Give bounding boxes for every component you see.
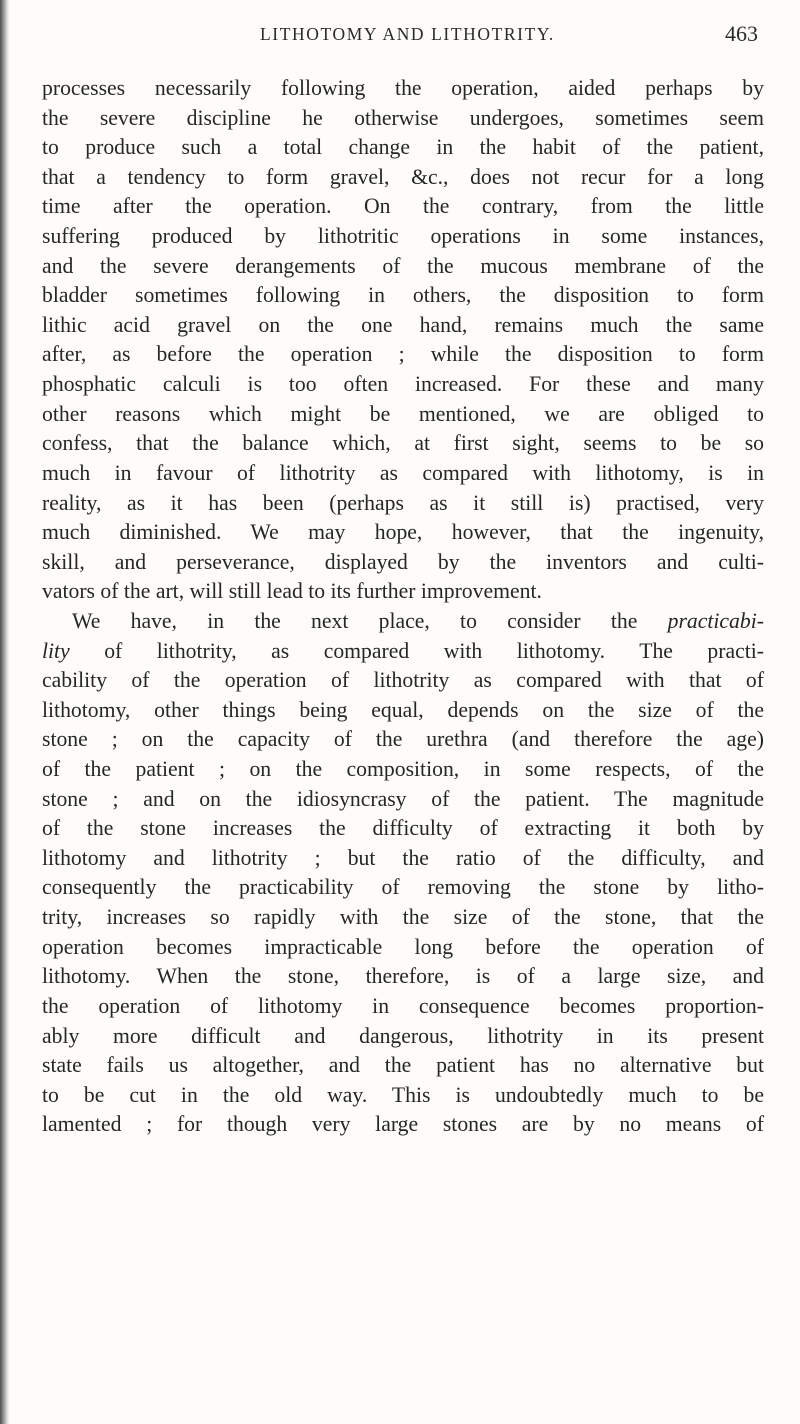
text-line: the severe discipline he otherwise undergoes, sometimes seem [42,105,764,130]
text-line: of the stone increases the difficulty of extracting it both by [42,816,764,841]
text-span: of lithotrity, as compared with lithotomy. The practi- [69,638,764,663]
text-line: lamented ; for though very large stones are by no means of [42,1112,764,1137]
text-line: other reasons which might be mentioned, we are obliged to [42,401,764,426]
text-line: lithic acid gravel on the one hand, remains much the same [42,312,764,337]
text-line: much in favour of lithotrity as compared with lithotomy, is in [42,460,764,485]
text-line: the operation of lithotomy in consequence becomes proportion- [42,993,764,1018]
text-line: operation becomes impracticable long before the operation of [42,934,764,959]
text-line: processes necessarily following the operation, aided perhaps by [42,76,764,100]
text-span: We have, in the next place, to consider the [72,608,638,633]
text-line [42,637,764,667]
text-line: lithotomy. When the stone, therefore, is of a large size, and [42,964,764,989]
text-line: and the severe derangements of the mucous membrane of the [42,253,764,278]
text-line: lithotomy and lithotrity ; but the ratio of the difficulty, and [42,845,764,870]
running-head [100,21,800,54]
text-line: to produce such a total change in the habit of the patient, [42,135,764,160]
paragraph-start-line [42,607,764,637]
text-line: phosphatic calculi is too often increased. For these and many [42,372,764,397]
italic-term: lity [42,638,70,663]
text-line: confess, that the balance which, at first sight, seems to be so [42,431,764,456]
text-line: after, as before the operation ; while the disposition to form [42,342,764,367]
binding-edge [0,0,10,1424]
page-number: 463 [725,21,758,46]
text-line: stone ; on the capacity of the urethra (and therefore the age) [42,727,764,752]
text-line: vators of the art, will still lead to its further improvement. [42,579,542,604]
text-line: ably more difficult and dangerous, lithotrity in its present [42,1023,764,1048]
text-line: reality, as it has been (perhaps as it still is) practised, very [42,490,764,515]
text-line: state fails us altogether, and the patient has no alternative but [42,1053,764,1078]
text-line: consequently the practicability of removing the stone by litho- [42,875,764,900]
text-line: lithotomy, other things being equal, depends on the size of the [42,697,764,722]
running-title: LITHOTOMY AND LITHOTRITY. [260,24,555,44]
text-line: skill, and perseverance, displayed by the inventors and culti- [42,549,764,574]
body-text [42,74,764,1140]
text-line: bladder sometimes following in others, the disposition to form [42,283,764,308]
text-line: much diminished. We may hope, however, that the ingenuity, [42,520,764,545]
text-line: of the patient ; on the composition, in some respects, of the [42,757,764,782]
text-line: cability of the operation of lithotrity as compared with that of [42,668,764,693]
text-line: to be cut in the old way. This is undoubtedly much to be [42,1082,764,1107]
italic-term: practicabi- [667,608,764,633]
text-line: suffering produced by lithotritic operations in some instances, [42,224,764,249]
text-line: stone ; and on the idiosyncrasy of the patient. The magnitude [42,786,764,811]
text-line: trity, increases so rapidly with the size of the stone, that the [42,905,764,930]
text-line: time after the operation. On the contrary, from the little [42,194,764,219]
text-line: that a tendency to form gravel, &c., does not recur for a long [42,164,764,189]
